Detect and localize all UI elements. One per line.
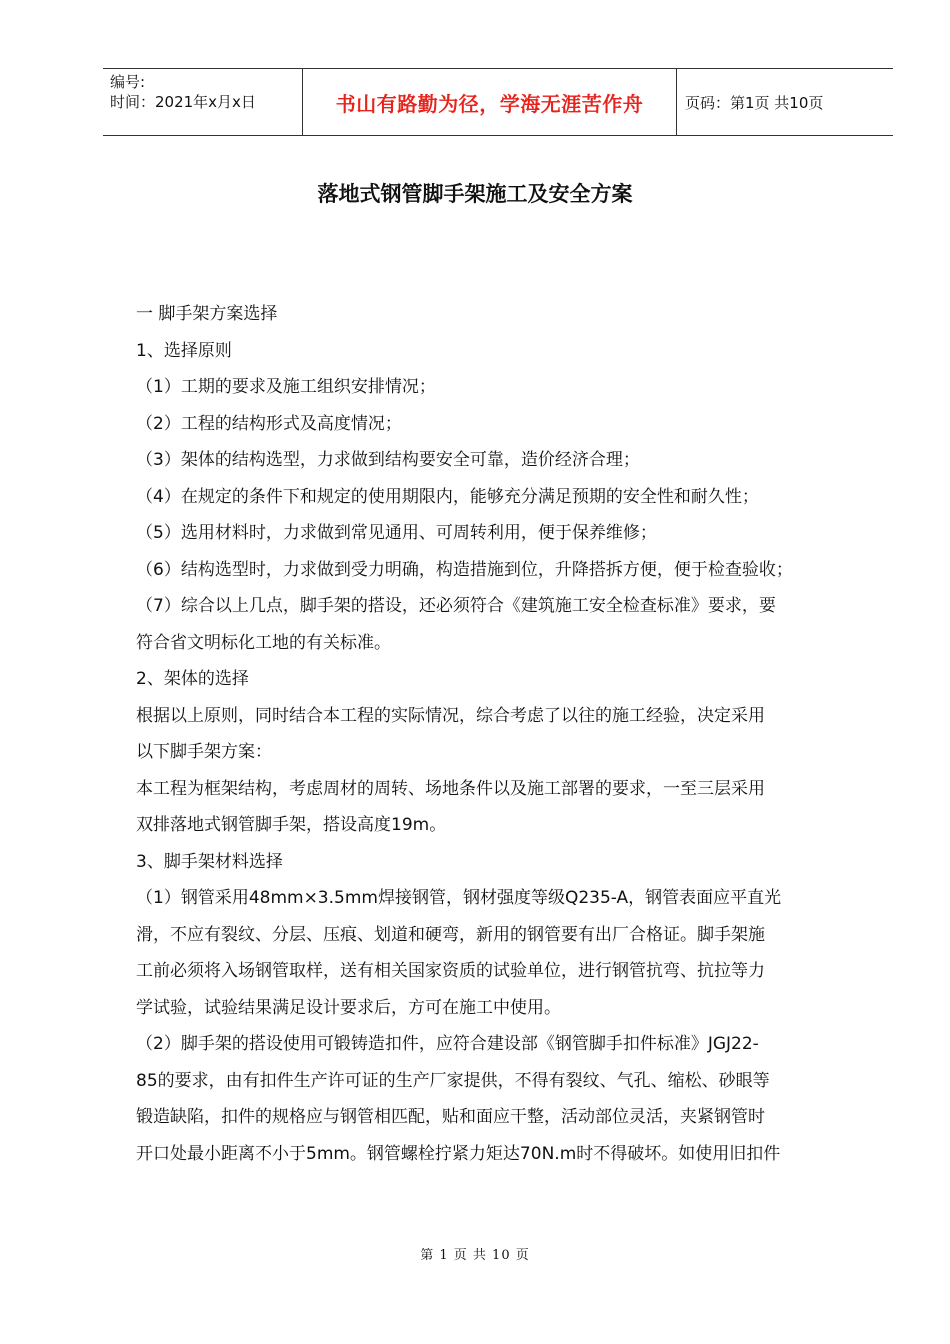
document-title: 落地式钢管脚手架施工及安全方案 [317,181,633,206]
body-line: 锻造缺陷，扣件的规格应与钢管相匹配，贴和面应干整，活动部位灵活，夹紧钢管时 [136,1107,765,1127]
body-line: 2、架体的选择 [136,669,249,689]
body-line: （3）架体的结构选型，力求做到结构要安全可靠，造价经济合理； [136,450,640,470]
body-line: 3、脚手架材料选择 [136,851,283,872]
page-header [103,68,893,136]
body-line: 滑，不应有裂纹、分层、压痕、划道和硬弯，新用的钢管要有出厂合格证。脚手架施 [136,924,765,945]
body-line: （6）结构选型时，力求做到受力明确，构造措施到位，升降搭拆方便，便于检查验收； [136,559,793,580]
body-line: （2）脚手架的搭设使用可锻铸造扣件，应符合建设部《钢管脚手扣件标准》JGJ22- [136,1034,759,1054]
document-number-label: 编号: [110,73,146,91]
body-line: 85的要求，由有扣件生产许可证的生产厂家提供，不得有裂纹、气孔、缩松、砂眼等 [136,1070,770,1091]
body-line: 根据以上原则，同时结合本工程的实际情况，综合考虑了以往的施工经验，决定采用 [136,705,765,726]
body-line: （5）选用材料时，力求做到常见通用、可周转利用，便于保养维修； [136,523,657,543]
header-meta [103,69,303,135]
body-line: （2）工程的结构形式及高度情况； [136,413,402,434]
body-line: 开口处最小距离不小于5mm。钢管螺栓拧紧力矩达70N.m时不得破坏。如使用旧扣件 [136,1143,781,1164]
header-page-info: 页码：第1页 共10页 [685,93,824,112]
body-line: 工前必须将入场钢管取样，送有相关国家资质的试验单位，进行钢管抗弯、抗拉等力 [136,961,765,981]
body-line: 符合省文明标化工地的有关标准。 [136,632,391,653]
body-line: （7）综合以上几点，脚手架的搭设，还必须符合《建筑施工安全检查标准》要求，要 [136,596,776,616]
body-line: 学试验，试验结果满足设计要求后，方可在施工中使用。 [136,997,561,1018]
body-line: 以下脚手架方案： [136,742,272,762]
body-line: 一 脚手架方案选择 [136,304,278,324]
body-line: 1、选择原则 [136,340,232,361]
body-line: （4）在规定的条件下和规定的使用期限内，能够充分满足预期的安全性和耐久性； [136,486,759,507]
document-body [136,296,876,1172]
document-time-label: 时间：2021年x月x日 [110,93,256,111]
body-line: （1）钢管采用48mm×3.5mm焊接钢管，钢材强度等级Q235-A，钢管表面应平直光 [136,888,782,908]
body-line: 双排落地式钢管脚手架，搭设高度19m。 [136,815,447,835]
body-line: 本工程为框架结构，考虑周材的周转、场地条件以及施工部署的要求，一至三层采用 [136,778,765,799]
page-footer: 第 1 页 共 10 页 [420,1248,530,1263]
header-motto: 书山有路勤为径，学海无涯苦作舟 [303,69,677,135]
body-line: （1）工期的要求及施工组织安排情况； [136,377,436,397]
